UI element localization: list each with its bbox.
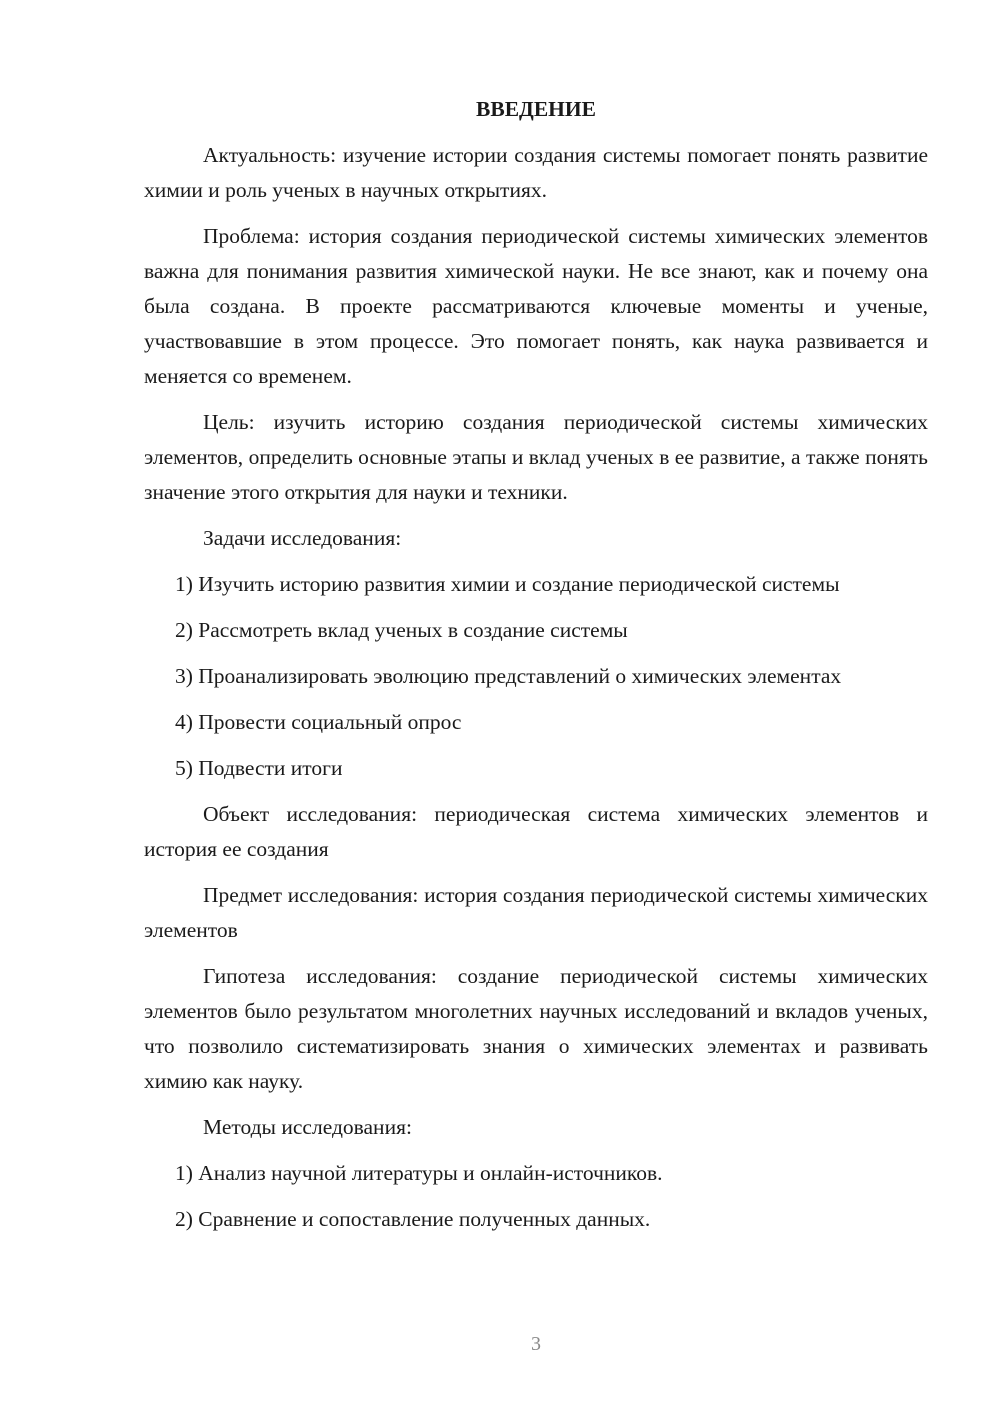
task-item-2: 2) Рассмотреть вклад ученых в создание системы bbox=[175, 618, 628, 642]
paragraph-relevance: Актуальность: изучение истории создания системы помогает понять развитие химии и роль ученых в научных открытиях. bbox=[144, 143, 928, 202]
paragraph-goal: Цель: изучить историю создания периодической системы химических элементов, определить основные этапы и вклад ученых в ее развитие, а также понять значение этого открытия для науки и техники. bbox=[144, 410, 928, 504]
paragraph-object: Объект исследования: периодическая система химических элементов и история ее создания bbox=[144, 802, 928, 861]
paragraph-methods-heading: Методы исследования: bbox=[203, 1115, 412, 1139]
paragraph-tasks-heading: Задачи исследования: bbox=[203, 526, 402, 550]
method-item-2: 2) Сравнение и сопоставление полученных данных. bbox=[175, 1207, 651, 1231]
task-item-4: 4) Провести социальный опрос bbox=[175, 710, 462, 734]
task-item-3: 3) Проанализировать эволюцию представлений о химических элементах bbox=[175, 664, 842, 688]
page-number: 3 bbox=[531, 1333, 541, 1355]
task-item-5: 5) Подвести итоги bbox=[175, 756, 343, 780]
paragraph-subject: Предмет исследования: история создания периодической системы химических элементов bbox=[144, 883, 928, 942]
task-item-1: 1) Изучить историю развития химии и создание периодической системы bbox=[175, 572, 840, 596]
paragraph-problem: Проблема: история создания периодической системы химических элементов важна для понимания развития химической науки. Не все знают, как и почему она была создана. В проекте рассматриваются ключевые моменты и ученые, участвовавшие в этом процессе. Это помогает понять, как наука развивается и меняется со временем. bbox=[144, 224, 928, 388]
text-body bbox=[144, 138, 928, 1237]
method-item-1: 1) Анализ научной литературы и онлайн-источников. bbox=[175, 1161, 663, 1185]
paragraph-hypothesis: Гипотеза исследования: создание периодической системы химических элементов было результатом многолетних научных исследований и вкладов ученых, что позволило систематизировать знания о химических элементах и развивать химию как науку. bbox=[144, 964, 928, 1093]
section-title: ВВЕДЕНИЕ bbox=[476, 97, 596, 121]
page-content bbox=[144, 92, 928, 1248]
